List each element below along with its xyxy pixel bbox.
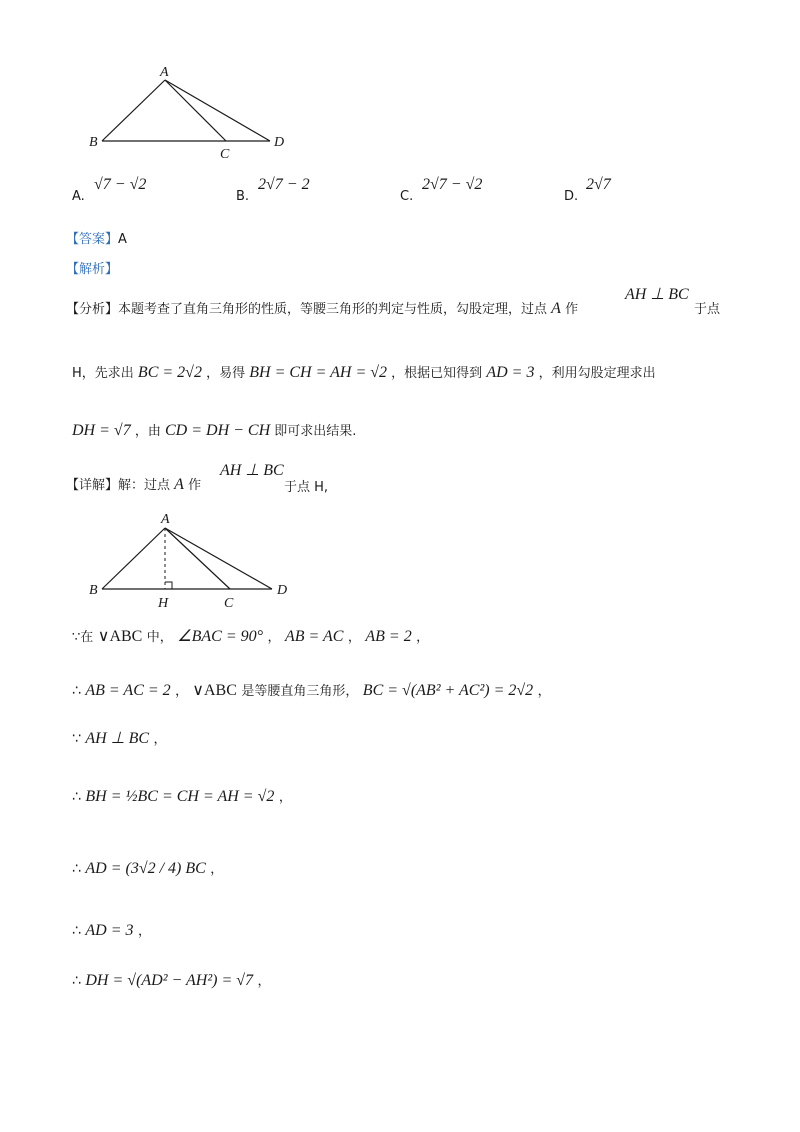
step-1-because: ∵在 xyxy=(72,630,94,645)
triangle-figure-1 xyxy=(80,60,310,170)
step-2-eq: AB = AC = 2 xyxy=(85,682,171,699)
label-b: B xyxy=(89,583,98,598)
step-2-bc: BC = √(AB² + AC²) = 2√2 xyxy=(362,682,534,699)
option-b-letter: B. xyxy=(236,189,250,204)
fenxi-text-3a: ，由 xyxy=(134,424,161,439)
label-b: B xyxy=(89,135,98,150)
step-2: ∴ AB = AC = 2 ， ∨ABC 是等腰直角三角形， BC = √(AB² + AC²) = 2√2 ， xyxy=(72,682,551,699)
fenxi-text-3b: 即可求出结果. xyxy=(274,424,357,439)
fenxi-perp: AH ⊥ BC xyxy=(625,286,689,303)
fenxi-ad: AD = 3 xyxy=(486,364,535,381)
fenxi-text-2a: H，先求出 xyxy=(72,366,134,381)
step-1-comma-1: ， xyxy=(267,630,281,645)
step-6-eq: AD = 3 xyxy=(85,922,134,939)
segment-ab xyxy=(102,80,165,141)
step-3-eq: AH ⊥ BC xyxy=(85,730,150,747)
step-1-triangle: ∨ABC xyxy=(97,628,143,645)
option-d-expr: 2√7 xyxy=(586,176,611,193)
fenxi-bh: BH = CH = AH = √2 xyxy=(249,364,388,381)
step-1-comma-3: ， xyxy=(416,630,430,645)
fenxi-text-2d: ，利用勾股定理求出 xyxy=(538,366,656,381)
segment-ad xyxy=(165,528,272,589)
label-c: C xyxy=(224,596,234,611)
fenxi-zuo: 作 xyxy=(565,302,579,317)
step-3: ∵ AH ⊥ BC ， xyxy=(72,730,167,747)
step-1 xyxy=(72,626,429,646)
step-6: ∴ AD = 3 ， xyxy=(72,922,151,939)
fenxi-line-3 xyxy=(72,420,356,440)
step-5-therefore: ∴ xyxy=(72,861,81,877)
fenxi-line-2 xyxy=(72,362,656,382)
option-a-letter: A. xyxy=(72,189,85,204)
label-d: D xyxy=(274,135,285,150)
xiangjie-tail: 于点 H, xyxy=(284,480,329,495)
step-2-therefore: ∴ xyxy=(72,683,81,699)
fenxi-dh: DH = √7 xyxy=(72,422,131,439)
xiangjie-intro: 解：过点 xyxy=(118,478,171,493)
step-2-text: 是等腰直角三角形， xyxy=(241,684,359,699)
answer-line xyxy=(66,228,127,247)
label-a: A xyxy=(161,512,170,527)
label-c: C xyxy=(220,147,230,162)
option-b-expr: 2√7 − 2 xyxy=(258,176,310,193)
step-6-therefore: ∴ xyxy=(72,923,81,939)
segment-ab xyxy=(102,528,165,589)
xiangjie-line xyxy=(66,474,201,494)
fenxi-bc: BC = 2√2 xyxy=(137,364,202,381)
step-1-eq-1: AB = AC xyxy=(284,628,344,645)
step-1-eq-2: AB = 2 xyxy=(365,628,412,645)
step-5-eq: AD = (3√2 / 4) BC xyxy=(85,860,206,877)
step-4-therefore: ∴ xyxy=(72,789,81,805)
xiangjie-point-a: A xyxy=(174,476,184,493)
analysis-tag: 【解析】 xyxy=(66,262,119,277)
answer-value: A xyxy=(118,232,127,247)
fenxi-text-1: 本题考查了直角三角形的性质，等腰三角形的判定与性质，勾股定理，过点 xyxy=(118,302,548,317)
option-c-letter: C. xyxy=(400,189,414,204)
fenxi-tag: 【分析】 xyxy=(66,302,119,317)
option-c-expr: 2√7 − √2 xyxy=(422,176,483,193)
step-4: ∴ BH = ½BC = CH = AH = √2 ， xyxy=(72,788,292,805)
step-7: ∴ DH = √(AD² − AH²) = √7 ， xyxy=(72,972,271,989)
label-a: A xyxy=(160,65,169,80)
fenxi-yudian: 于点 xyxy=(694,302,721,317)
step-7-eq: DH = √(AD² − AH²) = √7 xyxy=(85,972,254,989)
step-5: ∴ AD = (3√2 / 4) BC ， xyxy=(72,860,224,877)
xiangjie-zuo: 作 xyxy=(188,478,202,493)
fenxi-point-a: A xyxy=(551,300,561,317)
option-d-letter: D. xyxy=(564,189,579,204)
segment-ac xyxy=(165,528,230,589)
step-4-eq: BH = ½BC = CH = AH = √2 xyxy=(85,788,275,805)
step-1-comma-2: ， xyxy=(347,630,361,645)
fenxi-cd: CD = DH − CH xyxy=(164,422,271,439)
option-a-expr: √7 − √2 xyxy=(94,176,147,193)
step-7-therefore: ∴ xyxy=(72,973,81,989)
step-2-triangle: ∨ABC xyxy=(192,682,237,699)
fenxi-text-2c: ，根据已知得到 xyxy=(391,366,483,381)
triangle-figure-2 xyxy=(80,506,310,614)
fenxi-text-2b: ，易得 xyxy=(206,366,246,381)
step-1-zhong: 中， xyxy=(146,630,173,645)
xiangjie-perp: AH ⊥ BC xyxy=(220,462,284,479)
label-d: D xyxy=(277,583,288,598)
step-1-angle: ∠BAC = 90° xyxy=(177,628,264,645)
xiangjie-tag: 【详解】 xyxy=(66,478,119,493)
fenxi-line-1 xyxy=(66,298,578,318)
answer-tag: 【答案】 xyxy=(66,232,119,247)
right-angle-mark xyxy=(165,582,172,589)
label-h: H xyxy=(158,596,169,611)
step-3-because: ∵ xyxy=(72,731,81,747)
